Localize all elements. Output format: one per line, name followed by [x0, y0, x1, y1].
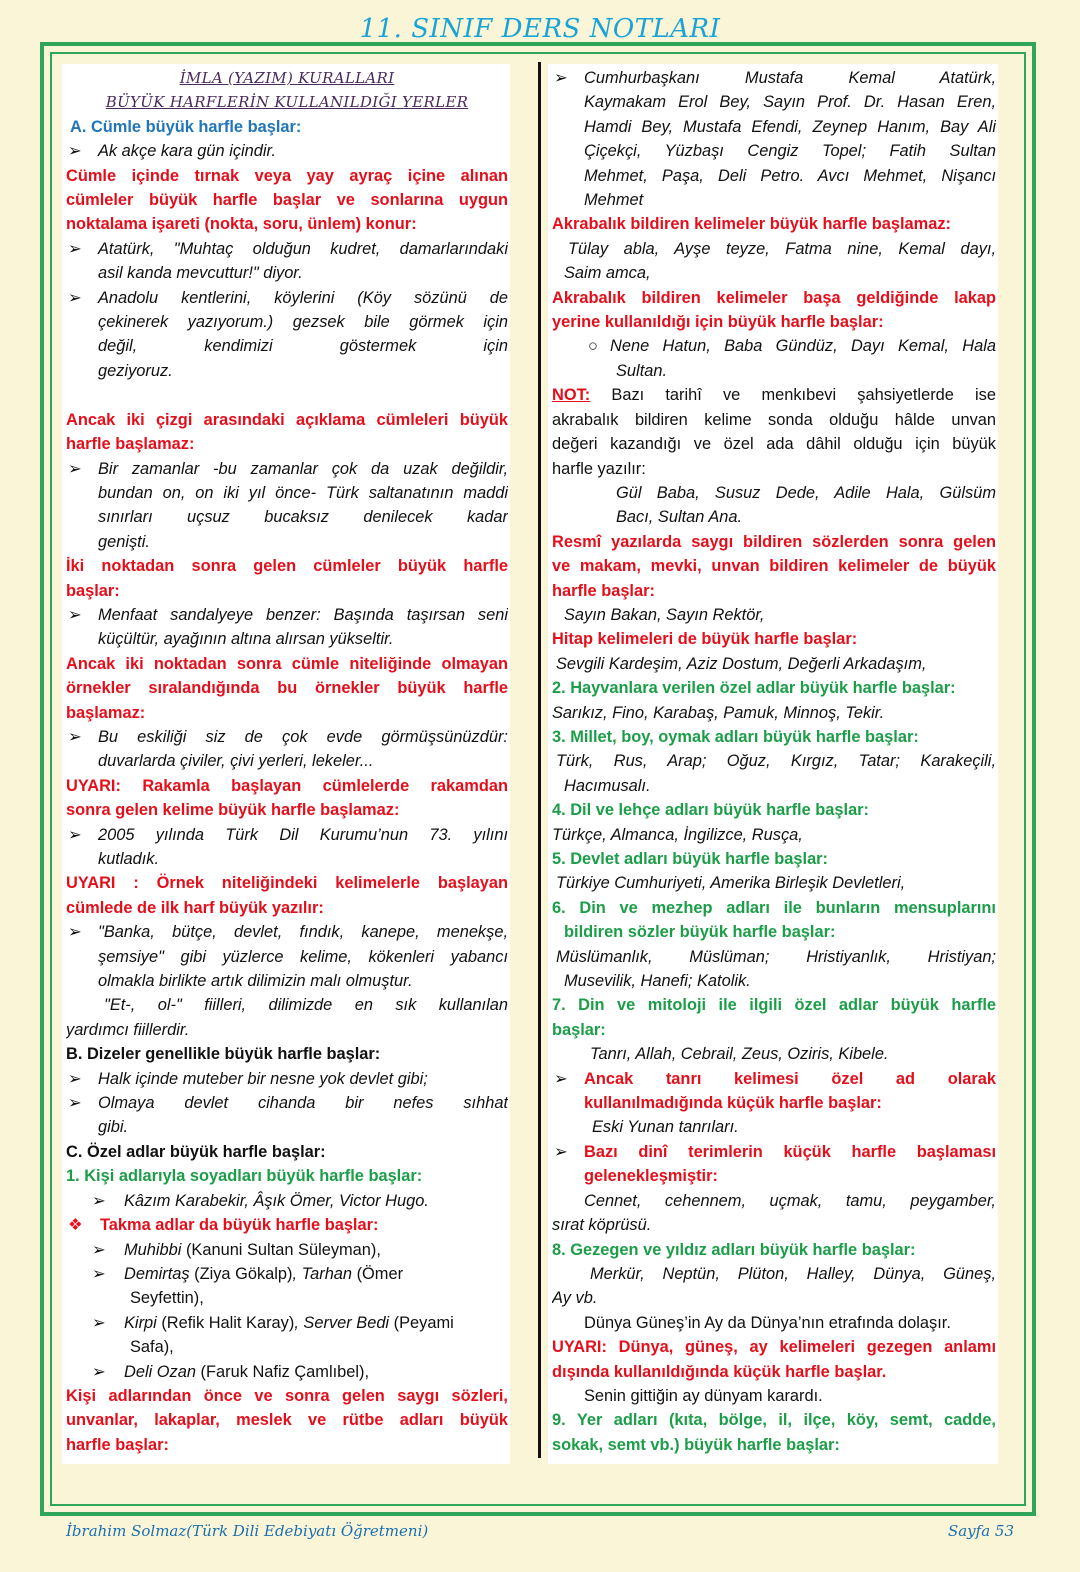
left-line-text: Kirpi (Refik Halit Karay), Server Bedi (Peyami: [124, 1313, 454, 1332]
right-line: [552, 945, 996, 969]
left-line-text: 2005 yılında Türk Dil Kurumu’nun 73. yılını: [98, 825, 508, 844]
right-line-text: Akrabalık bildiren kelimeler büyük harfle başlamaz:: [552, 215, 951, 234]
right-line-text: Musevilik, Hanefi; Katolik.: [564, 972, 751, 991]
left-line: [66, 530, 508, 554]
right-line: [552, 676, 996, 700]
left-line: [66, 896, 508, 920]
left-line-text: Muhibbi (Kanuni Sultan Süleyman),: [124, 1240, 381, 1259]
right-line-text: Saim amca,: [564, 264, 651, 283]
left-line: [66, 774, 508, 798]
left-line-text: Ancak iki noktadan sonra cümle niteliğinde olmayan: [66, 654, 508, 673]
right-line-text: Kaymakam Erol Bey, Sayın Prof. Dr. Hasan Eren,: [584, 93, 996, 112]
right-line-text: Türk, Rus, Arap; Oğuz, Kırgız, Tatar; Karakeçili,: [556, 752, 996, 771]
arrow-bullet-icon: ➢: [68, 605, 82, 624]
footer-page-number: Sayfa 53: [947, 1522, 1014, 1540]
footer-author: İbrahim Solmaz(Türk Dili Edebiyatı Öğretmeni): [66, 1522, 429, 1540]
left-line: [66, 66, 508, 90]
left-line-text: gibi.: [98, 1118, 129, 1137]
left-line-text: şemsiye" gibi yüzlerce kelime, kökenleri yabancı: [98, 947, 508, 966]
left-column: [62, 64, 510, 1464]
left-line-text: küçültür, ayağının altına alırsan yükseltir.: [98, 630, 394, 649]
left-line: [66, 701, 508, 725]
left-line-text: noktalama işareti (nokta, soru, ünlem) konur:: [66, 215, 417, 234]
left-line-text: yardımcı fiillerdir.: [66, 1020, 190, 1039]
left-line: [66, 457, 508, 481]
left-line: [66, 1408, 508, 1432]
right-line-text: başlar:: [552, 1020, 606, 1039]
right-line: [552, 1042, 996, 1066]
arrow-bullet-icon: ➢: [68, 923, 82, 942]
arrow-bullet-icon: ➢: [554, 1142, 568, 1161]
left-line: [66, 334, 508, 358]
left-line-text: olmakla birlikte artık dilimizin malı olmuştur.: [98, 972, 413, 991]
left-line: [66, 1091, 508, 1115]
left-line: [66, 481, 508, 505]
right-line: [552, 1213, 996, 1237]
left-line-text: sonra gelen kelime büyük harfle başlamaz:: [66, 801, 400, 820]
right-line-text: Sevgili Kardeşim, Aziz Dostum, Değerli Arkadaşım,: [556, 654, 927, 673]
left-line-text: kutladık.: [98, 850, 160, 868]
right-line-text: Türkiye Cumhuriyeti, Amerika Birleşik Devletleri,: [556, 874, 906, 893]
left-line: [66, 139, 508, 163]
left-line-text: Menfaat sandalyeye benzer: Başında taşırsan seni: [98, 605, 508, 624]
left-line: [66, 383, 508, 407]
right-line-text: Ancak tanrı kelimesi özel ad olarak: [584, 1069, 996, 1088]
left-line-text: Bu eskiliği siz de çok evde görmüşsünüzdür:: [98, 727, 508, 746]
left-line: [66, 310, 508, 334]
right-line: [552, 334, 996, 358]
right-line-text: Cennet, cehennem, uçmak, tamu, peygamber,: [584, 1191, 996, 1210]
left-line-text: Halk içinde muteber bir nesne yok devlet gibi;: [98, 1069, 428, 1088]
right-line: [552, 1091, 996, 1115]
right-line: [552, 359, 996, 383]
right-line: [552, 310, 996, 334]
right-line-text: Türkçe, Almanca, İngilizce, Rusça,: [552, 825, 803, 844]
left-line: [66, 212, 508, 236]
right-line: [552, 1140, 996, 1164]
right-line: [552, 90, 996, 114]
left-line: [66, 1360, 508, 1384]
left-line-text: Demirtaş (Ziya Gökalp), Tarhan (Ömer: [124, 1264, 404, 1283]
right-line: [552, 1189, 996, 1213]
right-line: [552, 652, 996, 676]
right-line: [552, 1311, 996, 1335]
left-line: [66, 993, 508, 1017]
right-line-text: 3. Millet, boy, oymak adları büyük harfle başlar:: [552, 727, 919, 746]
right-line: [552, 1384, 996, 1408]
left-line-text: "Banka, bütçe, devlet, fındık, kanepe, menekşe,: [98, 923, 508, 942]
left-line: [66, 432, 508, 456]
left-line-text: BÜYÜK HARFLERİN KULLANILDIĞI YERLER: [105, 93, 469, 112]
right-line-text: gelenekleşmiştir:: [584, 1167, 718, 1186]
left-line-text: Bir zamanlar -bu zamanlar çok da uzak değildir,: [98, 459, 508, 478]
right-line: [552, 896, 996, 920]
right-line-text: 6. Din ve mezhep adları ile bunların mensuplarını: [552, 898, 996, 917]
left-line: [66, 603, 508, 627]
arrow-bullet-icon: ➢: [68, 727, 82, 746]
right-line-text: kullanılmadığında küçük harfle başlar:: [584, 1094, 882, 1113]
left-line-text: İki noktadan sonra gelen cümleler büyük harfle: [66, 557, 508, 576]
right-line: [552, 1018, 996, 1042]
right-line: [552, 1286, 996, 1310]
page-header-title: 11. SINIF DERS NOTLARI: [359, 14, 721, 44]
right-line-text: 8. Gezegen ve yıldız adları büyük harfle başlar:: [552, 1240, 916, 1259]
right-line: [552, 920, 996, 944]
right-line: [552, 115, 996, 139]
right-line: [552, 408, 996, 432]
right-line: [552, 164, 996, 188]
arrow-bullet-icon: ➢: [68, 825, 82, 844]
left-line: [66, 1115, 508, 1139]
left-line-text: Atatürk, "Muhtaç olduğun kudret, damarlarındaki: [98, 239, 508, 258]
arrow-bullet-icon: ➢: [92, 1313, 106, 1332]
right-line-text: Tülay abla, Ayşe teyze, Fatma nine, Kemal dayı,: [568, 239, 996, 258]
right-line-text: NOT: Bazı tarihî ve menkıbevi şahsiyetlerde ise: [552, 386, 996, 405]
right-line-text: Çiçekçi, Yüzbaşı Cengiz Topel; Fatih Sultan: [584, 142, 996, 161]
left-line-text: başlar:: [66, 581, 120, 600]
right-line: [552, 261, 996, 285]
left-line: [66, 1311, 508, 1335]
left-line: [66, 554, 508, 578]
left-line: [66, 1140, 508, 1164]
left-line: [66, 1262, 508, 1286]
left-line-text: C. Özel adlar büyük harfle başlar:: [66, 1142, 326, 1161]
left-line-text: İMLA (YAZIM) KURALLARI: [179, 69, 395, 87]
left-line: [66, 1164, 508, 1188]
right-line: [552, 823, 996, 847]
left-line: [66, 579, 508, 603]
right-line-text: Bazı dinî terimlerin küçük harfle başlaması: [584, 1142, 996, 1161]
left-line: [66, 1433, 508, 1457]
right-line-text: UYARI: Dünya, güneş, ay kelimeleri gezegen anlamı: [552, 1338, 996, 1357]
left-line: [66, 1067, 508, 1091]
right-line: [552, 237, 996, 261]
left-line-text: Olmaya devlet cihanda bir nefes sıhhat: [98, 1094, 508, 1113]
left-line: [66, 1042, 508, 1066]
right-line: [552, 554, 996, 578]
left-line-text: Deli Ozan (Faruk Nafiz Çamlıbel),: [124, 1362, 370, 1381]
right-line-text: 7. Din ve mitoloji ile ilgili özel adlar büyük harfle: [552, 996, 996, 1015]
right-line-text: Sayın Bakan, Sayın Rektör,: [564, 605, 765, 624]
diamond-bullet-icon: ❖: [68, 1216, 83, 1235]
right-line-text: Tanrı, Allah, Cebrail, Zeus, Oziris, Kibele.: [590, 1045, 889, 1064]
left-line: [66, 286, 508, 310]
right-line: [552, 1067, 996, 1091]
right-line-text: Hitap kelimeleri de büyük harfle başlar:: [552, 630, 858, 649]
left-line-text: bundan on, on iki yıl önce- Türk saltanatının maddi: [98, 483, 508, 502]
right-line: [552, 286, 996, 310]
right-line: [552, 66, 996, 90]
left-line: [66, 847, 508, 871]
left-line: [66, 1189, 508, 1213]
right-line: [552, 139, 996, 163]
left-line-text: asil kanda mevcuttur!" diyor.: [98, 264, 303, 283]
right-line-text: Cumhurbaşkanı Mustafa Kemal Atatürk,: [584, 69, 996, 87]
right-line: [552, 1335, 996, 1359]
left-line: [66, 969, 508, 993]
right-line: [552, 1238, 996, 1262]
right-line: [552, 725, 996, 749]
left-line: [66, 945, 508, 969]
right-line-text: 2. Hayvanlara verilen özel adlar büyük harfle başlar:: [552, 679, 956, 698]
left-line-text: sınırları uçsuz bucaksız denilecek kadar: [98, 508, 508, 527]
left-line-text: Kişi adlarından önce ve sonra gelen saygı sözleri,: [66, 1386, 508, 1405]
left-line: [66, 1335, 508, 1359]
right-line: [552, 1360, 996, 1384]
right-line-text: Hamdi Bey, Mustafa Efendi, Zeynep Hanım, Bay Ali: [584, 117, 996, 136]
right-line-text: Nene Hatun, Baba Gündüz, Dayı Kemal, Hala: [610, 337, 996, 356]
left-line-text: Kâzım Karabekir, Âşık Ömer, Victor Hugo.: [124, 1191, 429, 1210]
right-line: [552, 1262, 996, 1286]
right-line-text: 9. Yer adları (kıta, bölge, il, ilçe, köy, semt, cadde,: [552, 1411, 996, 1430]
right-line-text: 4. Dil ve lehçe adları büyük harfle başlar:: [552, 801, 870, 820]
right-line: [552, 481, 996, 505]
left-line: [66, 115, 508, 139]
left-line-text: UYARI : Örnek niteliğindeki kelimelerle başlayan: [66, 874, 508, 893]
left-line-text: duvarlarda çiviler, çivi yerleri, lekeler...: [98, 752, 374, 771]
left-line-text: UYARI: Rakamla başlayan cümlelerde rakamdan: [66, 776, 508, 795]
right-line-text: yerine kullanıldığı için büyük harfle başlar:: [552, 313, 884, 332]
left-line-text: Cümle içinde tırnak veya yay ayraç içine alınan: [66, 166, 508, 185]
right-line: [552, 871, 996, 895]
right-line: [552, 1164, 996, 1188]
right-line-text: Dünya Güneş’in Ay da Dünya’nın etrafında dolaşır.: [584, 1313, 951, 1332]
left-line: [66, 359, 508, 383]
right-line-text: Mehmet, Paşa, Deli Petro. Avcı Mehmet, Nişancı: [584, 166, 996, 185]
left-line-text: [66, 386, 71, 404]
right-line: [552, 457, 996, 481]
left-line: [66, 1238, 508, 1262]
left-line: [66, 652, 508, 676]
left-line: [66, 871, 508, 895]
left-line-text: örnekler sıralandığında bu örnekler büyük harfle: [66, 679, 508, 698]
arrow-bullet-icon: ➢: [68, 288, 82, 307]
right-line-text: Bacı, Sultan Ana.: [616, 508, 743, 527]
right-line-text: Eski Yunan tanrıları.: [592, 1118, 739, 1137]
left-line-text: A. Cümle büyük harfle başlar:: [70, 117, 302, 136]
left-line-text: B. Dizeler genellikle büyük harfle başlar:: [66, 1045, 381, 1064]
right-line-text: ve makam, mevki, unvan bildiren kelimeler de büyük: [552, 557, 996, 576]
arrow-bullet-icon: ➢: [554, 1069, 568, 1088]
arrow-bullet-icon: ➢: [554, 69, 568, 87]
right-line-text: sırat köprüsü.: [552, 1216, 652, 1235]
right-line: [552, 969, 996, 993]
right-line-text: Sarıkız, Fino, Karabaş, Pamuk, Minnoş, Tekir.: [552, 703, 885, 722]
left-line: [66, 90, 508, 114]
left-line-text: Safa),: [130, 1338, 174, 1357]
right-line: [552, 383, 996, 407]
right-line-text: 5. Devlet adları büyük harfle başlar:: [552, 850, 829, 868]
left-line: [66, 798, 508, 822]
circle-bullet-icon: ○: [588, 337, 598, 356]
right-line: [552, 1115, 996, 1139]
arrow-bullet-icon: ➢: [68, 1069, 82, 1088]
left-line: [66, 261, 508, 285]
right-line-text: Resmî yazılarda saygı bildiren sözlerden sonra gelen: [552, 532, 996, 551]
left-line: [66, 237, 508, 261]
right-line-text: Merkür, Neptün, Plüton, Halley, Dünya, Güneş,: [590, 1264, 996, 1283]
right-line: [552, 603, 996, 627]
left-line-text: Anadolu kentlerini, köylerini (Köy sözünü de: [98, 288, 508, 307]
right-line: [552, 749, 996, 773]
right-line: [552, 627, 996, 651]
left-line-text: geziyoruz.: [98, 361, 173, 380]
arrow-bullet-icon: ➢: [92, 1264, 106, 1283]
arrow-bullet-icon: ➢: [92, 1362, 106, 1381]
right-line-text: Akrabalık bildiren kelimeler başa geldiğinde lakap: [552, 288, 996, 307]
left-line: [66, 1384, 508, 1408]
left-line-text: değil, kendimizi göstermek için: [98, 337, 508, 356]
right-line-text: Gül Baba, Susuz Dede, Adile Hala, Gülsüm: [616, 483, 996, 502]
right-line: [552, 847, 996, 871]
left-line: [66, 725, 508, 749]
right-line: [552, 774, 996, 798]
left-line: [66, 676, 508, 700]
arrow-bullet-icon: ➢: [68, 1094, 82, 1113]
left-line-text: Takma adlar da büyük harfle başlar:: [100, 1216, 379, 1235]
left-line-text: "Et-, ol-" fiilleri, dilimizde en sık kullanılan: [104, 996, 508, 1015]
left-line: [66, 188, 508, 212]
arrow-bullet-icon: ➢: [68, 142, 82, 161]
left-line-text: harfle başlamaz:: [66, 435, 195, 454]
right-line: [552, 579, 996, 603]
right-line-text: Hacımusalı.: [564, 776, 651, 795]
arrow-bullet-icon: ➢: [92, 1240, 106, 1259]
left-line: [66, 408, 508, 432]
right-line-text: harfle başlar:: [552, 581, 655, 600]
left-line-text: unvanlar, lakaplar, meslek ve rütbe adları büyük: [66, 1411, 508, 1430]
left-line-text: Seyfettin),: [130, 1289, 204, 1308]
right-line: [552, 993, 996, 1017]
left-line: [66, 1213, 508, 1237]
left-line-text: cümleler büyük harfle başlar ve sonlarına uygun: [66, 191, 508, 210]
right-line: [552, 530, 996, 554]
right-column: [548, 64, 998, 1464]
right-line-text: Müslümanlık, Müslüman; Hristiyanlık, Hristiyan;: [556, 947, 996, 966]
left-line: [66, 823, 508, 847]
left-line: [66, 920, 508, 944]
left-line-text: Ak akçe kara gün içindir.: [98, 142, 276, 161]
left-line: [66, 627, 508, 651]
right-line-text: harfle yazılır:: [552, 459, 646, 478]
right-line-text: akrabalık bildiren kelime sonda olduğu hâlde unvan: [552, 410, 996, 429]
right-line-text: sokak, semt vb.) büyük harfle başlar:: [552, 1435, 840, 1454]
left-line-text: cümlede de ilk harf büyük yazılır:: [66, 898, 324, 917]
right-line: [552, 1433, 996, 1457]
left-line: [66, 1018, 508, 1042]
right-line: [552, 798, 996, 822]
left-line-text: başlamaz:: [66, 703, 146, 722]
right-line-text: Sultan.: [616, 361, 668, 380]
right-line-text: dışında kullanıldığında küçük harfle başlar.: [552, 1362, 887, 1381]
left-line-text: harfle başlar:: [66, 1435, 169, 1454]
arrow-bullet-icon: ➢: [92, 1191, 106, 1210]
right-line-text: bildiren sözler büyük harfle başlar:: [564, 923, 836, 942]
left-line-text: çekinerek yazıyorum.) gezsek bile görmek için: [98, 313, 508, 332]
right-line: [552, 1408, 996, 1432]
arrow-bullet-icon: ➢: [68, 239, 82, 258]
left-line: [66, 749, 508, 773]
right-line: [552, 212, 996, 236]
column-divider: [538, 62, 541, 1458]
right-line-text: Mehmet: [584, 191, 644, 210]
right-line: [552, 701, 996, 725]
left-line: [66, 1286, 508, 1310]
left-line: [66, 505, 508, 529]
right-line-text: Ay vb.: [552, 1289, 598, 1308]
right-line-text: değeri kazandığı ve özel ada dâhil olduğu için büyük: [552, 435, 996, 454]
left-line: [66, 164, 508, 188]
left-line-text: genişti.: [98, 532, 150, 551]
right-line: [552, 188, 996, 212]
left-line-text: 1. Kişi adlarıyla soyadları büyük harfle başlar:: [66, 1167, 423, 1186]
right-line: [552, 432, 996, 456]
left-line-text: Ancak iki çizgi arasındaki açıklama cümleleri büyük: [66, 410, 508, 429]
right-line: [552, 505, 996, 529]
right-line-text: Senin gittiğin ay dünyam karardı.: [584, 1386, 823, 1405]
arrow-bullet-icon: ➢: [68, 459, 82, 478]
